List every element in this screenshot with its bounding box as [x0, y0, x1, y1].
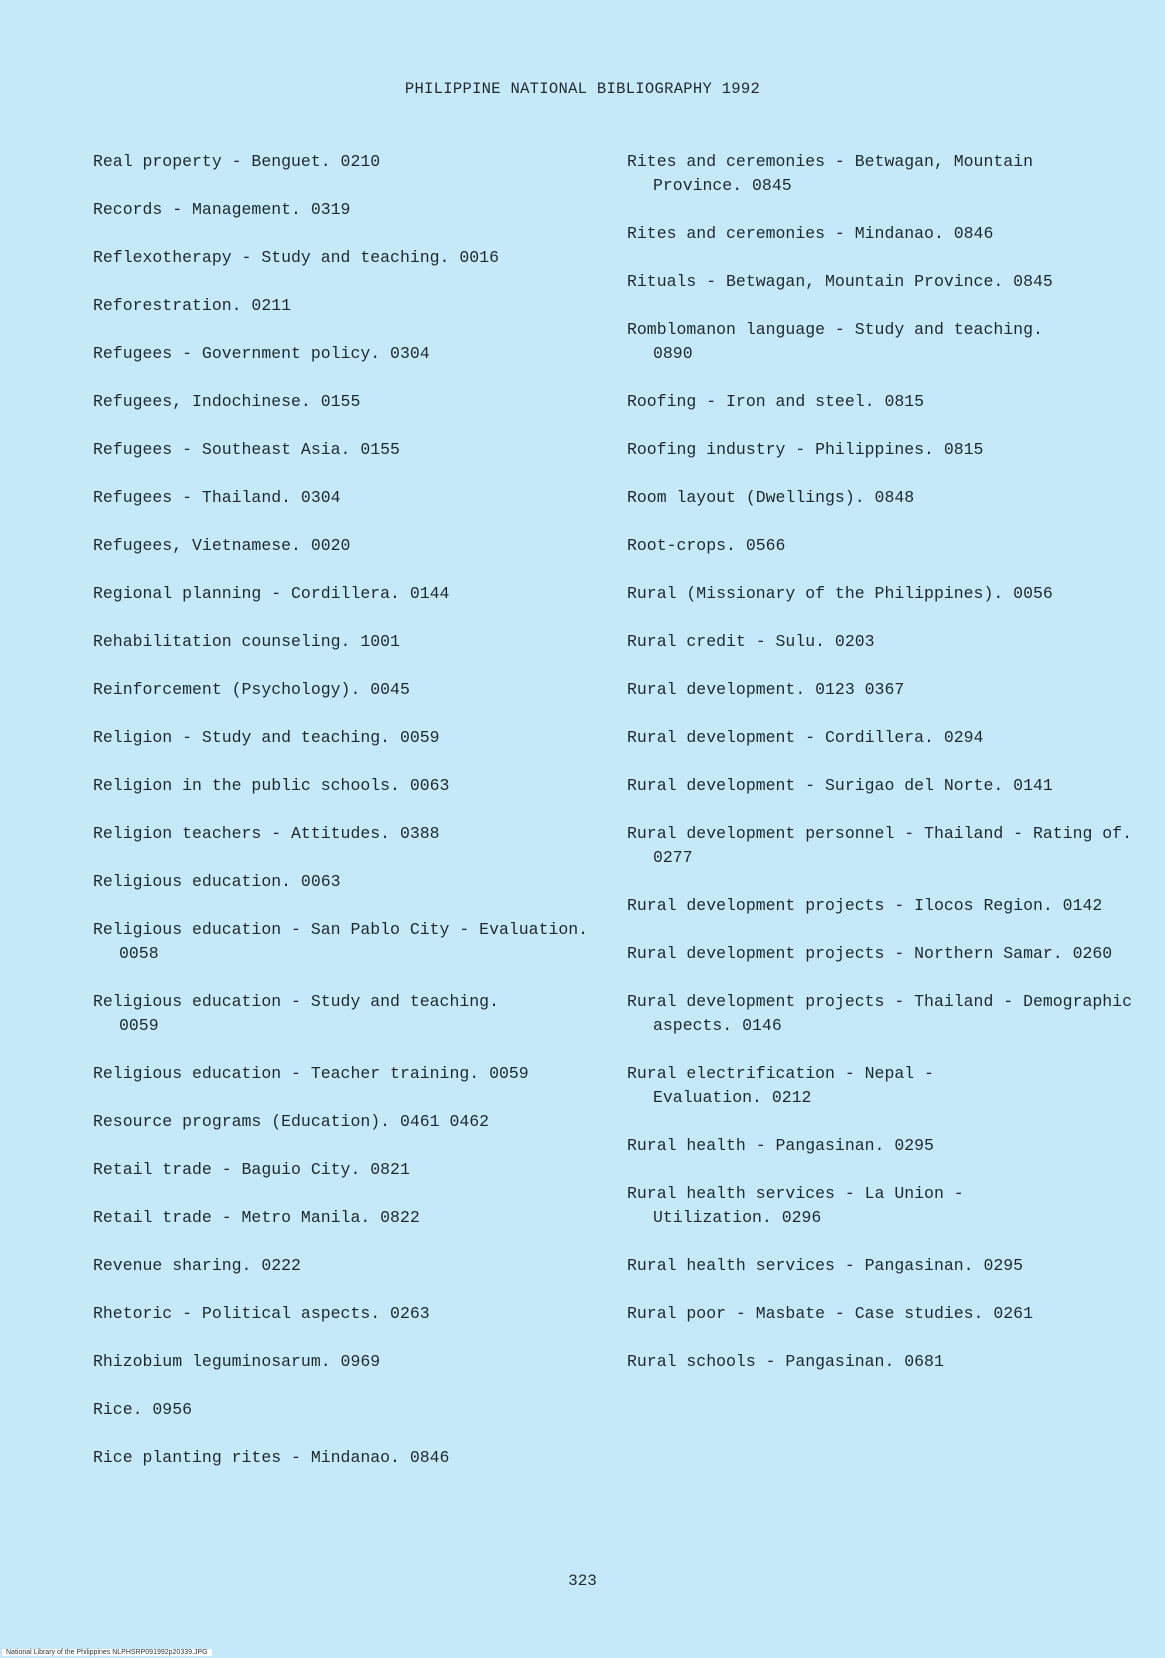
index-entry: Rituals - Betwagan, Mountain Province. 0845	[627, 272, 1053, 291]
index-entry: Rural health services - La Union - Utilization. 0296	[627, 1184, 964, 1227]
index-entry: Rural development projects - Thailand - Demographic aspects. 0146	[627, 992, 1132, 1035]
left-index-column	[93, 150, 589, 1494]
index-entry: Rural health services - Pangasinan. 0295	[627, 1256, 1024, 1275]
index-entry: Religion teachers - Attitudes. 0388	[93, 824, 440, 843]
index-entry: Reforestration. 0211	[93, 296, 292, 315]
index-entry: Rites and ceremonies - Betwagan, Mountain Province. 0845	[627, 152, 1033, 195]
index-entry: Rural poor - Masbate - Case studies. 0261	[627, 1304, 1033, 1323]
index-entry: Retail trade - Metro Manila. 0822	[93, 1208, 420, 1227]
index-entry: Rhizobium leguminosarum. 0969	[93, 1352, 381, 1371]
index-entry: Religion - Study and teaching. 0059	[93, 728, 440, 747]
scan-credit: National Library of the Philippines NLPHSRP091992p20339.JPG	[2, 1649, 212, 1656]
index-entry: Rural schools - Pangasinan. 0681	[627, 1352, 944, 1371]
page-title: PHILIPPINE NATIONAL BIBLIOGRAPHY 1992	[404, 80, 761, 98]
index-entry: Refugees, Indochinese. 0155	[93, 392, 361, 411]
index-entry: Rehabilitation counseling. 1001	[93, 632, 400, 651]
index-entry: Rural development projects - Ilocos Region. 0142	[627, 896, 1103, 915]
index-entry: Rural development personnel - Thailand - Rating of. 0277	[627, 824, 1132, 867]
index-entry: Rural development - Cordillera. 0294	[627, 728, 984, 747]
index-entry: Religious education - Study and teaching. 0059	[93, 992, 499, 1035]
index-entry: Reinforcement (Psychology). 0045	[93, 680, 410, 699]
index-entry: Religion in the public schools. 0063	[93, 776, 450, 795]
index-entry: Rhetoric - Political aspects. 0263	[93, 1304, 430, 1323]
index-entry: Refugees, Vietnamese. 0020	[93, 536, 351, 555]
index-entry: Refugees - Thailand. 0304	[93, 488, 341, 507]
index-entry: Reflexotherapy - Study and teaching. 0016	[93, 248, 499, 267]
index-entry: Rural development. 0123 0367	[627, 680, 905, 699]
index-entry: Resource programs (Education). 0461 0462	[93, 1112, 490, 1131]
index-entry: Roofing - Iron and steel. 0815	[627, 392, 925, 411]
index-entry: Rice. 0956	[93, 1400, 193, 1419]
index-entry: Rural electrification - Nepal - Evaluation. 0212	[627, 1064, 934, 1107]
right-index-column	[627, 150, 1147, 1398]
index-entry: Religious education - San Pablo City - Evaluation. 0058	[93, 920, 589, 963]
index-entry: Rural development - Surigao del Norte. 0141	[627, 776, 1053, 795]
index-entry: Rural health - Pangasinan. 0295	[627, 1136, 934, 1155]
index-entry: Refugees - Government policy. 0304	[93, 344, 430, 363]
index-entry: Revenue sharing. 0222	[93, 1256, 301, 1275]
index-entry: Regional planning - Cordillera. 0144	[93, 584, 450, 603]
index-entry: Rural (Missionary of the Philippines). 0056	[627, 584, 1053, 603]
index-entry: Romblomanon language - Study and teaching. 0890	[627, 320, 1043, 363]
index-entry: Refugees - Southeast Asia. 0155	[93, 440, 400, 459]
index-entry: Roofing industry - Philippines. 0815	[627, 440, 984, 459]
index-entry: Retail trade - Baguio City. 0821	[93, 1160, 410, 1179]
index-entry: Religious education. 0063	[93, 872, 341, 891]
index-entry: Root-crops. 0566	[627, 536, 786, 555]
index-entry: Records - Management. 0319	[93, 200, 351, 219]
page-number: 323	[568, 1572, 597, 1590]
index-entry: Rites and ceremonies - Mindanao. 0846	[627, 224, 994, 243]
index-entry: Rice planting rites - Mindanao. 0846	[93, 1448, 450, 1467]
index-entry: Rural development projects - Northern Samar. 0260	[627, 944, 1113, 963]
index-entry: Rural credit - Sulu. 0203	[627, 632, 875, 651]
index-entry: Real property - Benguet. 0210	[93, 152, 381, 171]
index-entry: Religious education - Teacher training. 0059	[93, 1064, 529, 1083]
index-entry: Room layout (Dwellings). 0848	[627, 488, 915, 507]
